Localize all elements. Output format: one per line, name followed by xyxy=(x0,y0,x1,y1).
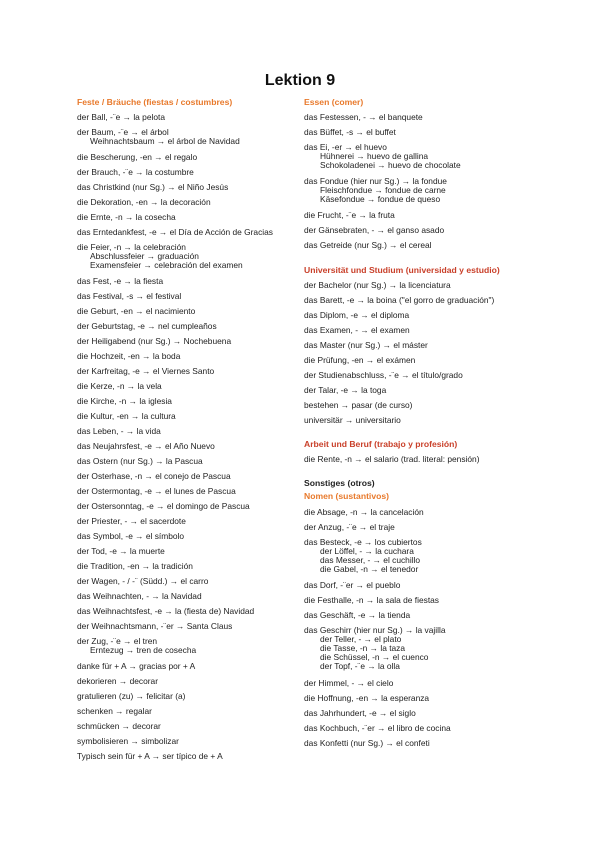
vocab-entry: das Master (nur Sg.) → el máster xyxy=(304,340,428,350)
vocab-entry: das Konfetti (nur Sg.) → el confeti xyxy=(304,738,430,748)
vocab-entry: der Ball, -¨e → la pelota xyxy=(77,112,165,122)
vocab-entry: bestehen → pasar (de curso) xyxy=(304,400,413,410)
vocab-entry: der Karfreitag, -e → el Viernes Santo xyxy=(77,366,215,376)
vocab-entry: die Frucht, -¨e → la fruta xyxy=(304,210,395,220)
vocab-entry: der Anzug, -¨e → el traje xyxy=(304,522,395,532)
vocab-entry: der Tod, -e → la muerte xyxy=(77,546,165,556)
vocab-entry: das Fondue (hier nur Sg.) → la fondue xyxy=(304,176,447,186)
vocab-subentry: Schokoladenei → huevo de chocolate xyxy=(320,160,461,170)
vocab-entry: das Geschäft, -e → la tienda xyxy=(304,610,411,620)
vocab-entry: der Gänsebraten, - → el ganso asado xyxy=(304,225,445,235)
vocab-entry: danke für + A → gracias por + A xyxy=(77,661,196,671)
vocab-entry: der Priester, - → el sacerdote xyxy=(77,516,186,526)
vocab-entry: die Tradition, -en → la tradición xyxy=(77,561,193,571)
vocab-entry: das Festessen, - → el banquete xyxy=(304,112,423,122)
vocab-subentry: der Löffel, - → la cuchara xyxy=(320,546,414,556)
vocab-entry: das Festival, -s → el festival xyxy=(77,291,182,301)
vocab-entry: das Getreide (nur Sg.) → el cereal xyxy=(304,240,432,250)
vocab-entry: der Baum, -¨e → el árbol xyxy=(77,127,169,137)
vocab-subentry: die Tasse, -n → la taza xyxy=(320,643,406,653)
vocab-entry: die Kirche, -n → la iglesia xyxy=(77,396,172,406)
vocab-entry: der Bachelor (nur Sg.) → la licenciatura xyxy=(304,280,451,290)
vocab-entry: die Kerze, -n → la vela xyxy=(77,381,162,391)
vocab-subentry: Abschlussfeier → graduación xyxy=(90,251,199,261)
vocab-subentry: der Teller, - → el plato xyxy=(320,634,402,644)
vocab-entry: das Leben, - → la vida xyxy=(77,426,161,436)
vocab-entry: der Talar, -e → la toga xyxy=(304,385,387,395)
vocab-entry: das Symbol, -e → el símbolo xyxy=(77,531,185,541)
vocab-entry: der Wagen, - / -¨ (Südd.) → el carro xyxy=(77,576,209,586)
vocab-entry: das Diplom, -e → el diploma xyxy=(304,310,410,320)
vocab-entry: das Jahrhundert, -e → el siglo xyxy=(304,708,416,718)
vocab-entry: der Osterhase, -n → el conejo de Pascua xyxy=(77,471,231,481)
vocab-entry: dekorieren → decorar xyxy=(77,676,158,686)
vocab-entry: die Dekoration, -en → la decoración xyxy=(77,197,211,207)
vocab-subentry: Examensfeier → celebración del examen xyxy=(90,260,243,270)
vocab-entry: der Heiligabend (nur Sg.) → Nochebuena xyxy=(77,336,232,346)
vocab-entry: symbolisieren → simbolizar xyxy=(77,736,179,746)
vocab-entry: der Geburtstag, -e → nel cumpleaños xyxy=(77,321,217,331)
vocab-subentry: Käsefondue → fondue de queso xyxy=(320,194,441,204)
page-title: Lektion 9 xyxy=(264,72,336,89)
vocab-entry: das Dorf, -¨er → el pueblo xyxy=(304,580,401,590)
vocab-entry: die Hoffnung, -en → la esperanza xyxy=(304,693,430,703)
vocab-entry: schmücken → decorar xyxy=(77,721,161,731)
vocab-entry: gratulieren (zu) → felicitar (a) xyxy=(77,691,186,701)
vocab-entry: Typisch sein für + A → ser típico de + A xyxy=(77,751,223,761)
vocab-entry: das Kochbuch, -¨er → el libro de cocina xyxy=(304,723,451,733)
vocab-entry: die Hochzeit, -en → la boda xyxy=(77,351,181,361)
vocab-entry: der Zug, -¨e → el tren xyxy=(77,636,158,646)
vocab-entry: universitär → universitario xyxy=(304,415,401,425)
vocab-entry: die Geburt, -en → el nacimiento xyxy=(77,306,196,316)
vocab-entry: das Fest, -e → la fiesta xyxy=(77,276,164,286)
vocab-entry: das Erntedankfest, -e → el Día de Acción de Gracias xyxy=(77,227,273,237)
vocab-entry: der Ostersonntag, -e → el domingo de Pascua xyxy=(77,501,250,511)
vocab-entry: die Kultur, -en → la cultura xyxy=(77,411,176,421)
vocab-entry: die Ernte, -n → la cosecha xyxy=(77,212,176,222)
vocab-entry: schenken → regalar xyxy=(77,706,152,716)
vocab-entry: die Bescherung, -en → el regalo xyxy=(77,152,198,162)
vocab-entry: die Prüfung, -en → el exámen xyxy=(304,355,416,365)
section-heading: Essen (comer) xyxy=(304,97,364,107)
section-heading: Arbeit und Beruf (trabajo y profesión) xyxy=(304,439,458,449)
vocab-entry: der Weihnachtsmann, -¨er → Santa Claus xyxy=(77,621,233,631)
vocab-subentry: der Topf, -¨e → la olla xyxy=(320,661,400,671)
vocab-entry: der Brauch, -¨e → la costumbre xyxy=(77,167,194,177)
section-heading: Nomen (sustantivos) xyxy=(304,491,389,501)
section-heading: Sonstiges (otros) xyxy=(304,478,375,488)
vocab-subentry: Erntezug → tren de cosecha xyxy=(90,645,197,655)
vocab-entry: das Christkind (nur Sg.) → el Niño Jesús xyxy=(77,182,229,192)
section-heading: Universität und Studium (universidad y estudio) xyxy=(304,265,500,275)
vocab-subentry: das Messer, - → el cuchillo xyxy=(320,555,421,565)
vocab-entry: die Feier, -n → la celebración xyxy=(77,242,186,252)
vocab-entry: das Geschirr (hier nur Sg.) → la vajilla xyxy=(304,625,446,635)
vocab-entry: das Besteck, -e → los cubiertos xyxy=(304,537,422,547)
section-heading: Feste / Bräuche (fiestas / costumbres) xyxy=(77,97,233,107)
vocab-entry: das Ei, -er → el huevo xyxy=(304,142,387,152)
vocab-entry: die Rente, -n → el salario (trad. literal: pensión) xyxy=(304,454,480,464)
vocab-entry: der Studienabschluss, -¨e → el título/grado xyxy=(304,370,463,380)
vocab-subentry: Fleischfondue → fondue de carne xyxy=(320,185,446,195)
vocab-entry: das Weihnachten, - → la Navidad xyxy=(77,591,202,601)
vocab-entry: das Ostern (nur Sg.) → la Pascua xyxy=(77,456,203,466)
vocab-subentry: die Gabel, -n → el tenedor xyxy=(320,564,419,574)
vocab-entry: das Weihnachtsfest, -e → la (fiesta de) Navidad xyxy=(77,606,255,616)
vocab-entry: das Büffet, -s → el buffet xyxy=(304,127,396,137)
vocab-entry: das Neujahrsfest, -e → el Año Nuevo xyxy=(77,441,215,451)
vocab-subentry: Hühnerei → huevo de gallina xyxy=(320,151,429,161)
vocab-entry: die Absage, -n → la cancelación xyxy=(304,507,424,517)
vocab-entry: die Festhalle, -n → la sala de fiestas xyxy=(304,595,439,605)
vocab-entry: das Examen, - → el examen xyxy=(304,325,410,335)
vocab-subentry: die Schüssel, -n → el cuenco xyxy=(320,652,429,662)
vocab-entry: der Ostermontag, -e → el lunes de Pascua xyxy=(77,486,236,496)
vocab-subentry: Weihnachtsbaum → el árbol de Navidad xyxy=(90,136,240,146)
vocab-entry: das Barett, -e → la boina ("el gorro de graduación") xyxy=(304,295,495,305)
vocab-entry: der Himmel, - → el cielo xyxy=(304,678,394,688)
